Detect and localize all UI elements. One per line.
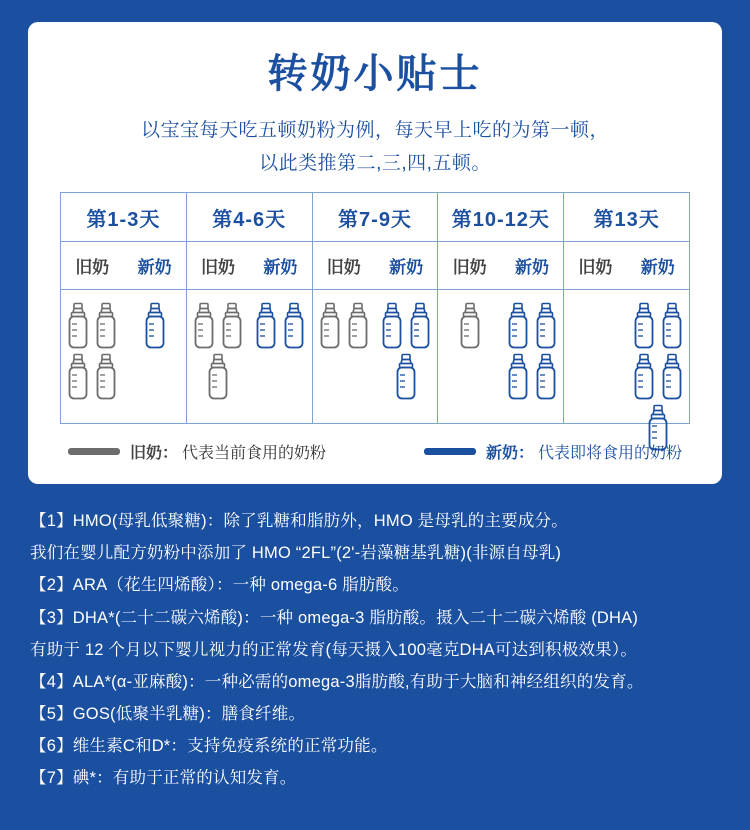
column-header-label: 第13天 xyxy=(593,208,660,231)
baby-bottle-icon xyxy=(659,353,685,401)
new-milk-label: 新奶 xyxy=(514,258,549,277)
legend-item-old-milk xyxy=(68,440,326,463)
table-body-row xyxy=(61,290,689,424)
new-bottle-group xyxy=(375,302,437,401)
new-bottle-group xyxy=(123,302,185,350)
baby-bottle-icon xyxy=(142,302,168,350)
baby-bottle-icon xyxy=(659,302,685,350)
footnote-line: 我们在婴儿配方奶粉中添加了 HMO “2FL”(2'-岩藻糖基乳糖)(非源自母乳) xyxy=(30,544,562,563)
baby-bottle-icon xyxy=(65,353,91,401)
baby-bottle-icon xyxy=(345,302,371,350)
legend-bar-old-icon xyxy=(68,448,120,455)
table-header-cell xyxy=(187,193,313,241)
legend-old-text: 代表当前食用的奶粉 xyxy=(182,445,327,462)
baby-bottle-icon xyxy=(317,302,343,350)
table-header-cell xyxy=(564,193,689,241)
footnote-line: 【7】碘*：有助于正常的认知发育。 xyxy=(30,769,297,788)
baby-bottle-icon xyxy=(407,302,433,350)
table-body-cell xyxy=(187,290,313,424)
baby-bottle-icon xyxy=(205,353,231,401)
column-header-label: 第7-9天 xyxy=(338,208,412,231)
old-bottle-group xyxy=(313,302,375,350)
subtitle-line-2: 以此类推第二,三,四,五顿。 xyxy=(259,153,491,175)
new-milk-label: 新奶 xyxy=(263,258,298,277)
table-header-row xyxy=(61,193,689,242)
old-milk-label: 旧奶 xyxy=(452,258,487,277)
column-header-label: 第10-12天 xyxy=(451,208,550,231)
footnote-line: 【1】HMO(母乳低聚糖)：除了乳糖和脂肪外，HMO 是母乳的主要成分。 xyxy=(30,512,568,530)
footnotes xyxy=(30,505,730,795)
legend-old-key: 旧奶： xyxy=(130,445,179,462)
old-bottle-group xyxy=(187,302,249,401)
footnote-line: 【3】DHA*(二十二碳六烯酸)：一种 omega-3 脂肪酸。摄入二十二碳六烯酸 (DHA) xyxy=(30,608,639,627)
baby-bottle-icon xyxy=(93,353,119,401)
legend-new-key: 新奶： xyxy=(485,445,534,462)
table-subheader-cell xyxy=(438,242,564,289)
old-milk-label: 旧奶 xyxy=(75,258,110,277)
legend-item-new-milk xyxy=(424,440,682,463)
baby-bottle-icon xyxy=(253,302,279,350)
column-header-label: 第4-6天 xyxy=(212,208,287,231)
table-header-cell xyxy=(61,193,187,241)
new-bottle-group xyxy=(501,302,563,401)
footnote-line: 【6】维生素C和D*：支持免疫系统的正常功能。 xyxy=(30,737,388,756)
table-body-cell xyxy=(61,290,187,424)
table-body-cell xyxy=(313,290,439,424)
baby-bottle-icon xyxy=(631,353,657,401)
old-bottle-group xyxy=(61,302,123,401)
old-milk-label: 旧奶 xyxy=(326,258,361,277)
baby-bottle-icon xyxy=(533,302,559,350)
baby-bottle-icon xyxy=(505,353,531,401)
page-title: 转奶小贴士 xyxy=(267,52,483,96)
transition-schedule-table xyxy=(60,192,690,424)
column-header-label: 第1-3天 xyxy=(86,208,161,231)
table-subheader-row xyxy=(61,242,689,290)
footnote-line: 【4】ALA*(α-亚麻酸)：一种必需的omega-3脂肪酸,有助于大脑和神经组织的发育。 xyxy=(30,672,644,691)
baby-bottle-icon xyxy=(631,302,657,350)
baby-bottle-icon xyxy=(191,302,217,350)
baby-bottle-icon xyxy=(219,302,245,350)
baby-bottle-icon xyxy=(457,302,483,350)
old-milk-label: 旧奶 xyxy=(200,258,235,277)
subtitle-line-1: 以宝宝每天吃五顿奶粉为例，每天早上吃的为第一顿， xyxy=(140,120,609,141)
table-header-cell xyxy=(438,193,564,241)
new-milk-label: 新奶 xyxy=(389,258,424,277)
footnote-line: 有助于 12 个月以下婴儿视力的正常发育(每天摄入100毫克DHA可达到积极效果）。 xyxy=(30,640,638,659)
table-subheader-cell xyxy=(187,242,313,289)
baby-bottle-icon xyxy=(281,302,307,350)
table-subheader-cell xyxy=(61,242,187,289)
footnote-line: 【2】ARA（花生四烯酸）：一种 omega-6 脂肪酸。 xyxy=(30,576,409,595)
table-header-cell xyxy=(313,193,439,241)
old-milk-label: 旧奶 xyxy=(578,258,613,277)
legend-new-text: 代表即将食用的奶粉 xyxy=(537,445,682,462)
tips-card xyxy=(28,22,722,484)
baby-bottle-icon xyxy=(93,302,119,350)
footnote-line: 【5】GOS(低聚半乳糖)：膳食纤维。 xyxy=(30,705,306,724)
table-body-cell xyxy=(564,290,689,424)
baby-bottle-icon xyxy=(533,353,559,401)
new-milk-label: 新奶 xyxy=(137,258,172,277)
baby-bottle-icon xyxy=(379,302,405,350)
table-subheader-cell xyxy=(313,242,439,289)
legend xyxy=(68,440,682,463)
baby-bottle-icon xyxy=(393,353,419,401)
new-bottle-group xyxy=(249,302,311,350)
legend-bar-new-icon xyxy=(424,448,476,455)
baby-bottle-icon xyxy=(505,302,531,350)
subtitle xyxy=(28,114,722,181)
table-subheader-cell xyxy=(564,242,689,289)
table-body-cell xyxy=(438,290,564,424)
new-milk-label: 新奶 xyxy=(640,258,675,277)
baby-bottle-icon xyxy=(65,302,91,350)
new-bottle-group xyxy=(627,302,689,452)
old-bottle-group xyxy=(438,302,500,350)
